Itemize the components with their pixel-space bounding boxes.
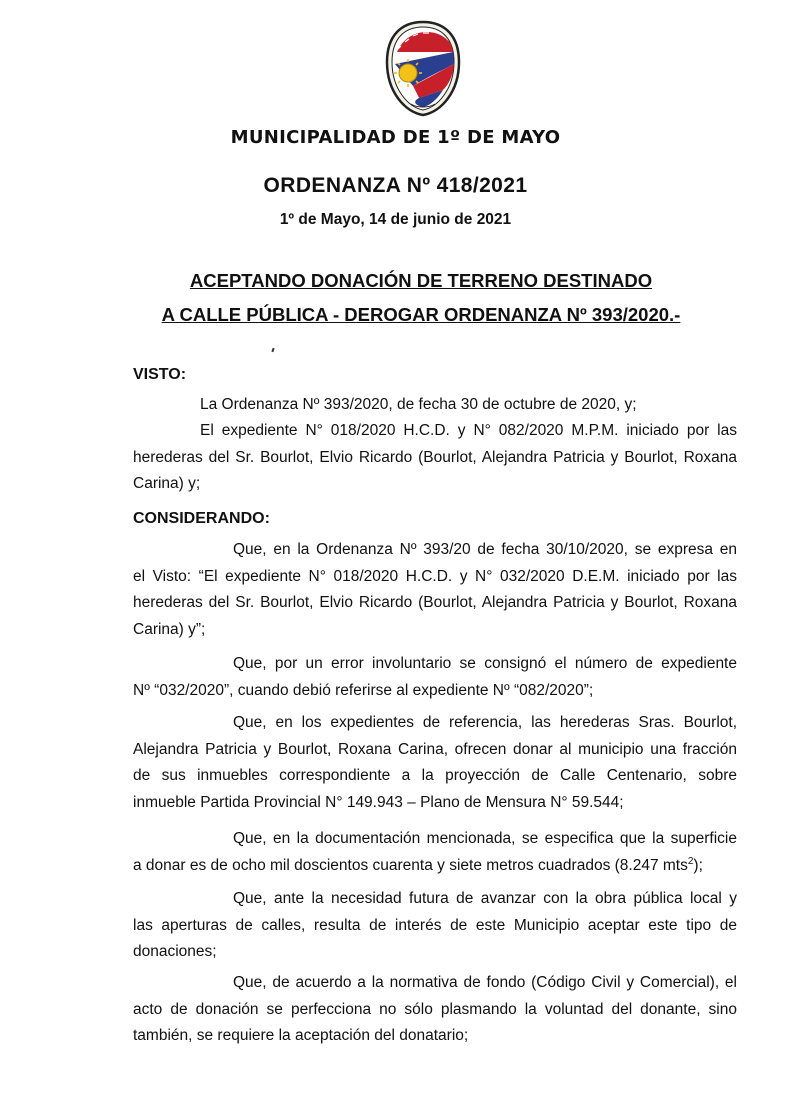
text-line: herederas del Sr. Bourlot, Elvio Ricardo (Bourlot, Alejandra Patricia y Bourlot, Roxana (133, 448, 737, 466)
considerando-paragraph-5 (133, 886, 737, 966)
text-fragment: ); (693, 856, 703, 874)
text-line: Que, ante la necesidad futura de avanzar con la obra pública local y (233, 890, 737, 907)
subject-line-1: ACEPTANDO DONACIÓN DE TERRENO DESTINADO (189, 270, 653, 291)
visto-paragraph-2 (133, 418, 737, 498)
text-line: el Visto: “El expediente N° 018/2020 H.C.D. y N° 032/2020 D.E.M. iniciado por las (133, 567, 737, 585)
visto-heading: VISTO: (133, 366, 187, 383)
text-line: Carina) y; (133, 475, 201, 492)
text-line: Que, en la Ordenanza Nº 393/20 de fecha 30/10/2020, se expresa en (233, 541, 737, 558)
superscript: 2 (687, 855, 694, 867)
text-line: La Ordenanza Nº 393/2020, de fecha 30 de octubre de 2020, y; (200, 396, 637, 413)
text-line: herederas del Sr. Bourlot, Elvio Ricardo (Bourlot, Alejandra Patricia y Bourlot, Roxana (133, 594, 737, 611)
subject-line-2: A CALLE PÚBLICA - DEROGAR ORDENANZA Nº 393/2020.- (161, 304, 681, 325)
municipality-name: MUNICIPALIDAD DE 1º DE MAYO (230, 127, 561, 148)
text-line (133, 853, 737, 880)
text-line: Que, por un error involuntario se consignó el número de expediente (233, 655, 737, 672)
considerando-paragraph-4 (133, 826, 737, 879)
text-line: donaciones; (133, 943, 217, 960)
text-line: Que, de acuerdo a la normativa de fondo (Código Civil y Comercial), el (233, 974, 737, 991)
considerando-paragraph-1 (133, 537, 737, 643)
text-line: Que, en los expedientes de referencia, las herederas Sras. Bourlot, (233, 714, 737, 731)
text-line: El expediente N° 018/2020 H.C.D. y N° 082/2020 M.P.M. iniciado por las (200, 422, 737, 439)
text-line: Que, en la documentación mencionada, se especifica que la superficie (233, 830, 737, 847)
text-line: Nº “032/2020”, cuando debió referirse al expediente Nº “082/2020”; (133, 681, 594, 699)
considerando-paragraph-2 (133, 651, 737, 704)
text-line: de sus inmuebles correspondiente a la proyección de Calle Centenario, sobre (133, 767, 737, 784)
text-line: también, se requiere la aceptación del donatario; (133, 1027, 469, 1044)
ordinance-title: ORDENANZA Nº 418/2021 (263, 174, 528, 197)
visto-paragraph-1 (133, 392, 737, 419)
considerando-heading: CONSIDERANDO: (133, 510, 270, 527)
text-line: Carina) y”; (133, 620, 206, 638)
text-line: acto de donación se perfecciona no sólo plasmando la voluntad del donante, sino (133, 1000, 737, 1018)
considerando-paragraph-6 (133, 970, 737, 1050)
municipal-coat-of-arms-icon (383, 18, 463, 118)
scan-speck (271, 348, 274, 352)
text-line: inmueble Partida Provincial N° 149.943 – Plano de Mensura N° 59.544; (133, 793, 624, 811)
text-line: Alejandra Patricia y Bourlot, Roxana Carina, ofrecen donar al municipio una fracción (133, 740, 737, 758)
text-line: las aperturas de calles, resulta de interés de este Municipio aceptar este tipo de (133, 916, 737, 934)
text-fragment: a donar es de ocho mil doscientos cuarenta y siete metros cuadrados (8.247 mts (133, 856, 688, 874)
ordinance-date: 1º de Mayo, 14 de junio de 2021 (279, 211, 512, 228)
considerando-paragraph-3 (133, 710, 737, 816)
